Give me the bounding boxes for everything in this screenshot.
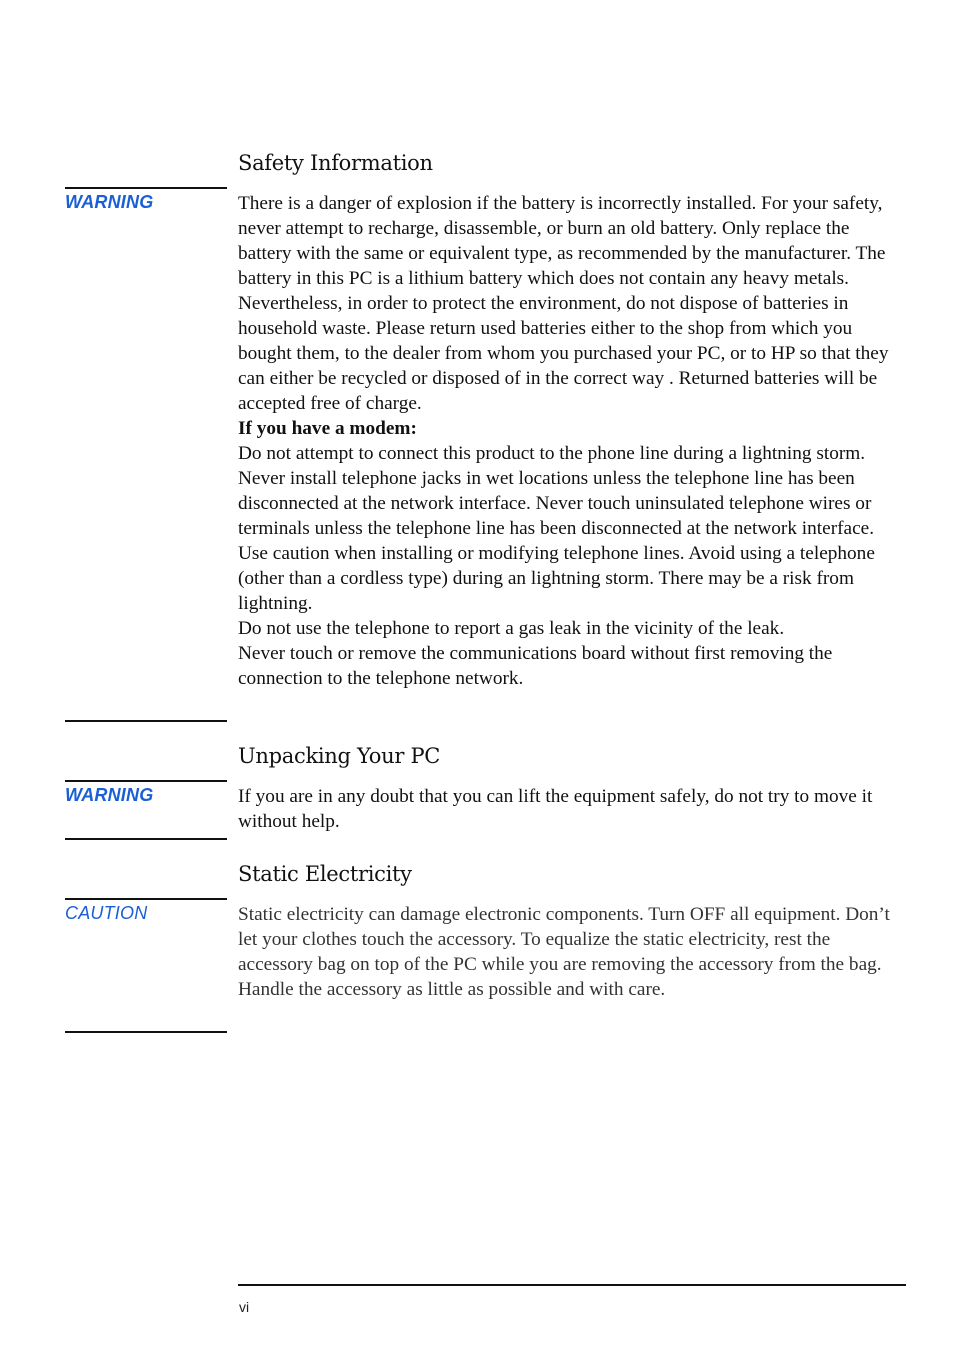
modem-subheading: If you have a modem: [238, 418, 417, 439]
section-heading-safety: Safety Information [238, 151, 433, 175]
warning-label: WARNING [65, 192, 154, 212]
static-caution-text [238, 902, 902, 1002]
section-heading-static: Static Electricity [238, 862, 412, 886]
caution-bottom-rule [65, 1031, 227, 1033]
warning-top-rule [65, 780, 227, 782]
page-number: vi [239, 1299, 250, 1315]
static-paragraph: Static electricity can damage electronic components. Turn OFF all equipment. Don’t let your clothes touch the accessory. To equalize the static electricity, rest the accessory bag on top of the PC while you are removing the accessory from the bag. Handle the accessory as little as possible and with care. [238, 904, 890, 1000]
caution-top-rule [65, 898, 227, 900]
warning-top-rule [65, 187, 227, 189]
warning-bottom-rule [65, 838, 227, 840]
warning-bottom-rule [65, 720, 227, 722]
section-heading-unpacking: Unpacking Your PC [238, 744, 441, 768]
communications-board-paragraph: Never touch or remove the communications board without first removing the connection to the telephone network. [238, 643, 833, 689]
warning-label: WARNING [65, 785, 154, 805]
battery-paragraph: There is a danger of explosion if the battery is incorrectly installed. For your safety, never attempt to recharge, disassemble, or burn an old battery. Only replace the battery with the same or equivalent type, as recommended by the manufacturer. The battery in this PC is a lithium battery which does not contain any heavy metals. Nevertheless, in order to protect the environment, do not dispose of batteries in household waste. Please return used batteries either to the shop from which you bought them, to the dealer from whom you purchased your PC, or to HP so that they can either be recycled or disposed of in the correct way . Returned batteries will be accepted free of charge. [238, 193, 889, 414]
modem-paragraph: Do not attempt to connect this product to the phone line during a lightning storm. Never install telephone jacks in wet locations unless the telephone line has been disconnected at the network interface. Never touch uninsulated telephone wires or terminals unless the telephone line has been disconnected at the network interface. Use caution when installing or modifying telephone lines. Avoid using a telephone (other than a cordless type) during an lightning storm. There may be a risk from lightning. [238, 443, 875, 614]
gas-leak-paragraph: Do not use the telephone to report a gas leak in the vicinity of the leak. [238, 618, 785, 639]
unpacking-paragraph: If you are in any doubt that you can lift the equipment safely, do not try to move it without help. [238, 786, 873, 832]
safety-warning-text [238, 191, 902, 691]
unpacking-warning-text [238, 784, 902, 834]
caution-label: CAUTION [65, 903, 148, 923]
footer-rule [238, 1284, 906, 1286]
